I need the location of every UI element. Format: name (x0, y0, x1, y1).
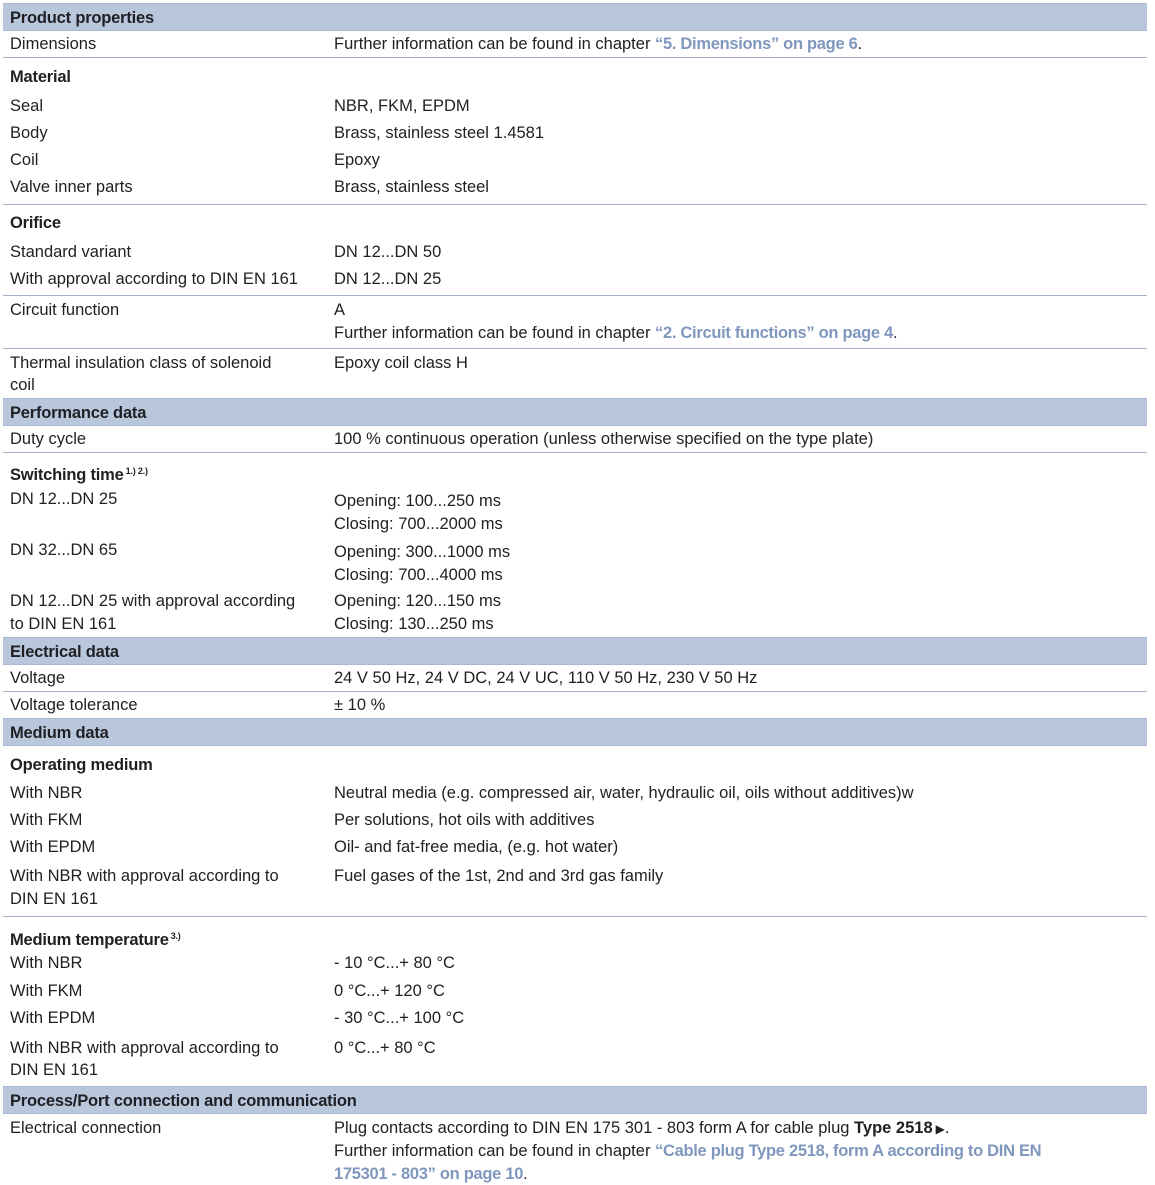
circuit-function-note (334, 322, 1147, 345)
closing-time: Closing: 130...250 ms (334, 613, 1147, 636)
opening-time: Opening: 100...250 ms (334, 490, 1147, 513)
opening-time: Opening: 300...1000 ms (334, 541, 1147, 564)
label-line: With NBR with approval according to (10, 1037, 334, 1060)
voltage-label: Voltage (3, 668, 334, 688)
row-label (3, 590, 334, 635)
label-line: DIN EN 161 (10, 888, 334, 911)
voltage-tolerance-label: Voltage tolerance (3, 695, 334, 715)
switching-time-group (3, 453, 1147, 637)
row-value: 0 °C...+ 120 °C (334, 978, 1147, 1006)
table-row (3, 1005, 1147, 1033)
label-line: Thermal insulation class of solenoid (10, 352, 334, 374)
table-row (3, 950, 1147, 978)
row-label (3, 488, 334, 536)
table-row (3, 539, 1147, 587)
closing-time: Closing: 700...4000 ms (334, 564, 1147, 587)
orifice-title: Orifice (3, 205, 1147, 239)
row-label: With approval according to DIN EN 161 (3, 266, 334, 293)
table-row (3, 266, 1147, 293)
table-row (3, 834, 1147, 861)
section-header-performance-data: Performance data (3, 398, 1147, 426)
thermal-insulation-value: Epoxy coil class H (334, 352, 1147, 396)
row-label: With FKM (3, 807, 334, 834)
triangle-right-icon[interactable]: ▶ (936, 1122, 945, 1136)
table-row (3, 590, 1147, 635)
table-row (3, 93, 1147, 120)
row-value: NBR, FKM, EPDM (334, 93, 1147, 120)
section-header-electrical-data: Electrical data (3, 637, 1147, 665)
row-value (334, 539, 1147, 587)
row-label: Body (3, 120, 334, 147)
label-line: coil (10, 374, 334, 396)
opening-time: Opening: 120...150 ms (334, 590, 1147, 613)
further-info-line (334, 1140, 1147, 1163)
cable-plug-link-continued[interactable]: 175301 - 803” on page 10 (334, 1165, 523, 1183)
row-value: Neutral media (e.g. compressed air, water, hydraulic oil, oils without additives)w (334, 780, 1147, 807)
table-row (3, 426, 1147, 452)
title-text: Medium temperature (10, 931, 169, 949)
row-value: 0 °C...+ 80 °C (334, 1037, 1147, 1082)
period: . (858, 35, 863, 53)
label-line: With NBR with approval according to (10, 865, 334, 888)
material-group (3, 58, 1147, 205)
closing-time: Closing: 700...2000 ms (334, 513, 1147, 536)
section-header-process-port: Process/Port connection and communication (3, 1086, 1147, 1114)
row-value: DN 12...DN 50 (334, 239, 1147, 266)
electrical-connection-group (3, 1114, 1147, 1185)
row-value: DN 12...DN 25 (334, 266, 1147, 293)
note-text: Further information can be found in chapter (334, 324, 655, 342)
footnote-ref: 3.) (171, 931, 181, 941)
type-2518-reference[interactable]: Type 2518 (854, 1119, 933, 1137)
thermal-insulation-label (3, 352, 334, 396)
voltage-value: 24 V 50 Hz, 24 V DC, 24 V UC, 110 V 50 Hz, 230 V 50 Hz (334, 668, 1147, 688)
table-row (3, 1033, 1147, 1082)
table-row (3, 31, 1147, 57)
table-row (3, 1114, 1147, 1185)
thermal-insulation-group (3, 349, 1147, 398)
table-row (3, 861, 1147, 910)
further-info-text: Further information can be found in chapter (334, 1142, 655, 1160)
datasheet-table (3, 3, 1147, 1185)
material-title: Material (3, 58, 1147, 93)
circuit-function-value (334, 299, 1147, 345)
row-label: Coil (3, 147, 334, 174)
plug-contacts-text: Plug contacts according to DIN EN 175 301 - 803 form A for cable plug (334, 1119, 854, 1137)
footnote-ref: 1.) 2.) (126, 466, 148, 476)
period: . (893, 324, 898, 342)
medium-temperature-title (3, 917, 1147, 950)
label-line: DN 12...DN 25 (10, 488, 334, 511)
circuit-function-code: A (334, 299, 1147, 322)
table-row (3, 296, 1147, 348)
row-value: - 30 °C...+ 100 °C (334, 1005, 1147, 1033)
table-row (3, 692, 1147, 718)
row-value (334, 590, 1147, 635)
operating-medium-title: Operating medium (3, 746, 1147, 780)
dimensions-text: Further information can be found in chapter (334, 35, 655, 53)
row-label: With EPDM (3, 1005, 334, 1033)
label-line: DIN EN 161 (10, 1059, 334, 1082)
electrical-connection-label: Electrical connection (3, 1117, 334, 1185)
duty-cycle-group (3, 426, 1147, 453)
period: . (945, 1119, 950, 1137)
cable-plug-link[interactable]: “Cable plug Type 2518, form A according to DIN EN (655, 1142, 1041, 1160)
circuit-functions-link[interactable]: “2. Circuit functions” on page 4 (655, 324, 893, 342)
row-label (3, 865, 334, 910)
label-line: DN 32...DN 65 (10, 539, 334, 562)
orifice-group (3, 205, 1147, 296)
row-label: Valve inner parts (3, 174, 334, 201)
operating-medium-group (3, 746, 1147, 917)
row-label: With EPDM (3, 834, 334, 861)
title-text: Switching time (10, 466, 124, 484)
row-label: With NBR (3, 950, 334, 978)
table-row (3, 349, 1147, 398)
circuit-function-group (3, 296, 1147, 349)
label-line: DN 12...DN 25 with approval according (10, 590, 334, 613)
dimensions-row-group (3, 31, 1147, 58)
row-label: Seal (3, 93, 334, 120)
table-row (3, 807, 1147, 834)
further-info-line-2 (334, 1163, 1147, 1185)
table-row (3, 239, 1147, 266)
row-label: Standard variant (3, 239, 334, 266)
voltage-tolerance-group (3, 692, 1147, 718)
dimensions-value (334, 34, 1147, 54)
period: . (523, 1165, 528, 1183)
table-row (3, 174, 1147, 201)
table-row (3, 147, 1147, 174)
row-value (334, 488, 1147, 536)
voltage-tolerance-value: ± 10 % (334, 695, 1147, 715)
voltage-group (3, 665, 1147, 692)
row-value: Fuel gases of the 1st, 2nd and 3rd gas family (334, 865, 1147, 910)
row-value: Epoxy (334, 147, 1147, 174)
plug-contacts-line (334, 1117, 1147, 1141)
row-value: - 10 °C...+ 80 °C (334, 950, 1147, 978)
row-label (3, 1037, 334, 1082)
table-row (3, 665, 1147, 691)
row-value: Brass, stainless steel (334, 174, 1147, 201)
row-label: With NBR (3, 780, 334, 807)
table-row (3, 488, 1147, 536)
row-label: With FKM (3, 978, 334, 1006)
label-line: to DIN EN 161 (10, 613, 334, 636)
switching-time-title (3, 453, 1147, 485)
duty-cycle-label: Duty cycle (3, 429, 334, 449)
table-row (3, 120, 1147, 147)
row-value: Oil- and fat-free media, (e.g. hot water) (334, 834, 1147, 861)
table-row (3, 780, 1147, 807)
dimensions-label: Dimensions (3, 34, 334, 54)
table-row (3, 978, 1147, 1006)
electrical-connection-value (334, 1117, 1147, 1185)
section-header-medium-data: Medium data (3, 718, 1147, 746)
dimensions-link[interactable]: “5. Dimensions” on page 6 (655, 35, 857, 53)
row-value: Per solutions, hot oils with additives (334, 807, 1147, 834)
row-value: Brass, stainless steel 1.4581 (334, 120, 1147, 147)
duty-cycle-value: 100 % continuous operation (unless otherwise specified on the type plate) (334, 429, 1147, 449)
circuit-function-label: Circuit function (3, 299, 334, 345)
row-label (3, 539, 334, 587)
section-header-product-properties: Product properties (3, 3, 1147, 31)
medium-temperature-group (3, 917, 1147, 1086)
